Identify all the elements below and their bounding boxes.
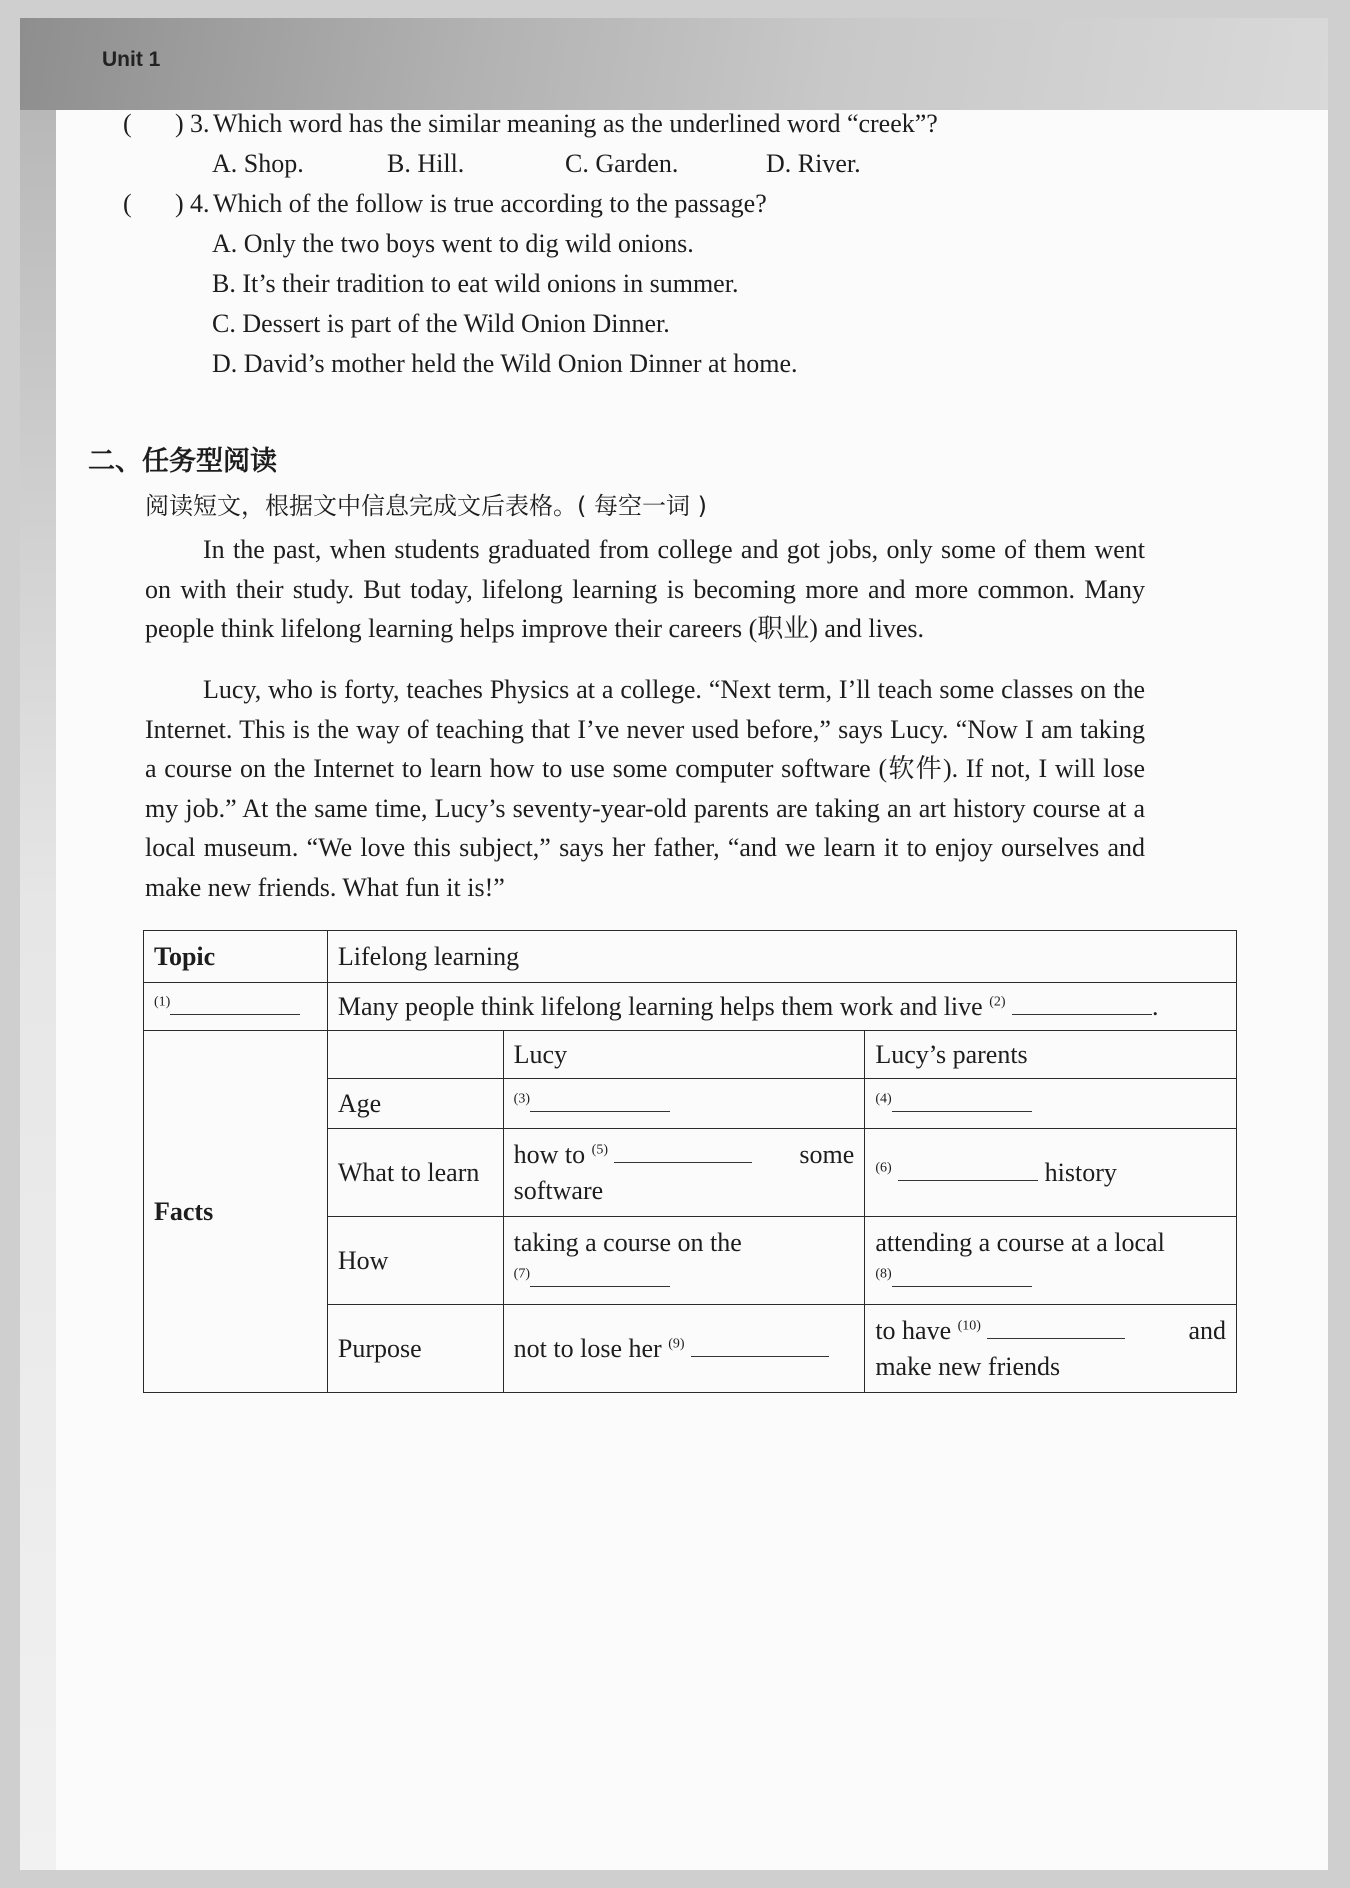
facts-label: Facts <box>144 1031 328 1393</box>
row1-period: . <box>1152 991 1159 1021</box>
q3-option-a: A. Shop. <box>212 149 304 178</box>
topic-label: Topic <box>144 931 328 983</box>
blank-6[interactable] <box>898 1158 1038 1181</box>
learn-label: What to learn <box>327 1129 503 1217</box>
row1-text: Many people think lifelong learning helps them work and live <box>337 991 983 1021</box>
blank-3[interactable] <box>530 1089 670 1112</box>
purpose-lucy-text: not to lose her <box>513 1333 662 1363</box>
age-parents-cell <box>865 1079 1237 1129</box>
section-instruction: 阅读短文，根据文中信息完成文后表格。( 每空一词 ) <box>145 492 707 520</box>
question-4-text: Which of the follow is true according to the passage? <box>213 189 767 218</box>
content <box>20 18 1328 1870</box>
purpose-parents-line1 <box>875 1313 1226 1349</box>
purpose-lucy-cell <box>503 1305 865 1393</box>
purpose-parents-post: make new friends <box>875 1351 1061 1381</box>
question-3-text: Which word has the similar meaning as the underlined word “creek”? <box>213 109 938 138</box>
q4-option-a: A. Only the two boys went to dig wild onions. <box>212 229 694 258</box>
question-3-number: 3. <box>190 109 210 138</box>
section-title: 二、任务型阅读 <box>88 446 277 477</box>
age-label: Age <box>327 1079 503 1129</box>
passage-paragraph-1: In the past, when students graduated from college and got jobs, only some of them went on with their study. But today, lifelong learning is becoming more and more common. Many people think lifelong learning helps improve their careers (职业) and lives. <box>145 535 1145 643</box>
blank-cell-1 <box>144 983 328 1031</box>
blank-5[interactable] <box>614 1140 752 1163</box>
blank-number-8: (8) <box>875 1265 892 1281</box>
q4-option-b: B. It’s their tradition to eat wild onions in summer. <box>212 269 739 298</box>
blank-4[interactable] <box>892 1089 1032 1112</box>
q4-option-d: D. David’s mother held the Wild Onion Dinner at home. <box>212 349 798 378</box>
table-row-1 <box>144 983 1237 1031</box>
q3-option-c: C. Garden. <box>565 149 679 178</box>
purpose-parents-cell <box>865 1305 1237 1393</box>
how-parents-cell <box>865 1217 1237 1305</box>
purpose-label: Purpose <box>327 1305 503 1393</box>
answer-paren-close-q3: ) <box>175 109 184 138</box>
how-parents-text: attending a course at a local <box>875 1227 1165 1257</box>
blank-number-2: (2) <box>989 993 1006 1009</box>
learn-parents-cell <box>865 1129 1237 1217</box>
q3-option-b: B. Hill. <box>387 149 465 178</box>
learn-lucy-cell <box>503 1129 865 1217</box>
unit-label: Unit 1 <box>102 48 161 71</box>
blank-number-5: (5) <box>591 1141 608 1157</box>
info-table <box>143 930 1237 1393</box>
row1-statement <box>327 983 1236 1031</box>
blank-number-6: (6) <box>875 1159 892 1175</box>
blank-7[interactable] <box>530 1264 670 1287</box>
blank-10[interactable] <box>987 1316 1125 1339</box>
question-4-number: 4. <box>190 189 210 218</box>
blank-number-3: (3) <box>513 1090 530 1106</box>
passage-paragraph-2: Lucy, who is forty, teaches Physics at a college. “Next term, I’ll teach some classes on the Internet. This is the way of teaching that I’ve never used before,” says Lucy. “Now I am taking a course on the Internet to learn how to use some computer software (软件). If not, I will lose my job.” At the same time, Lucy’s seventy-year-old parents are taking an art history course at a local museum. “We love this subject,” says her father, “and we learn it to enjoy ourselves and make new friends. What fun it is!” <box>145 675 1145 902</box>
answer-paren-open-q4: ( <box>123 189 132 218</box>
how-label: How <box>327 1217 503 1305</box>
learn-lucy-post: software <box>513 1175 604 1205</box>
learn-lucy-line1 <box>514 1137 855 1173</box>
how-lucy-text: taking a course on the <box>513 1227 742 1257</box>
blank-1[interactable] <box>170 992 300 1015</box>
blank-8[interactable] <box>892 1264 1032 1287</box>
learn-lucy-pre: how to <box>513 1139 586 1169</box>
q3-option-d: D. River. <box>766 149 861 178</box>
learn-parents-post: history <box>1044 1157 1117 1187</box>
learn-lucy-mid: some <box>799 1139 855 1169</box>
purpose-parents-pre: to have <box>875 1315 952 1345</box>
worksheet-page <box>20 18 1328 1870</box>
col-header-parents: Lucy’s parents <box>865 1031 1237 1079</box>
blank-number-4: (4) <box>875 1090 892 1106</box>
q4-option-c: C. Dessert is part of the Wild Onion Dinner. <box>212 309 670 338</box>
blank-number-1: (1) <box>154 993 171 1009</box>
col-header-lucy: Lucy <box>503 1031 865 1079</box>
answer-paren-open-q3: ( <box>123 109 132 138</box>
how-lucy-cell <box>503 1217 865 1305</box>
blank-9[interactable] <box>691 1334 829 1357</box>
topic-value: Lifelong learning <box>327 931 1236 983</box>
blank-number-10: (10) <box>957 1317 981 1333</box>
table-row-headers <box>144 1031 1237 1079</box>
purpose-parents-mid: and <box>1188 1315 1226 1345</box>
age-lucy-cell <box>503 1079 865 1129</box>
blank-number-7: (7) <box>513 1265 530 1281</box>
empty-header-cell <box>327 1031 503 1079</box>
answer-paren-close-q4: ) <box>175 189 184 218</box>
blank-number-9: (9) <box>668 1335 685 1351</box>
blank-2[interactable] <box>1012 992 1152 1015</box>
table-row-topic <box>144 931 1237 983</box>
